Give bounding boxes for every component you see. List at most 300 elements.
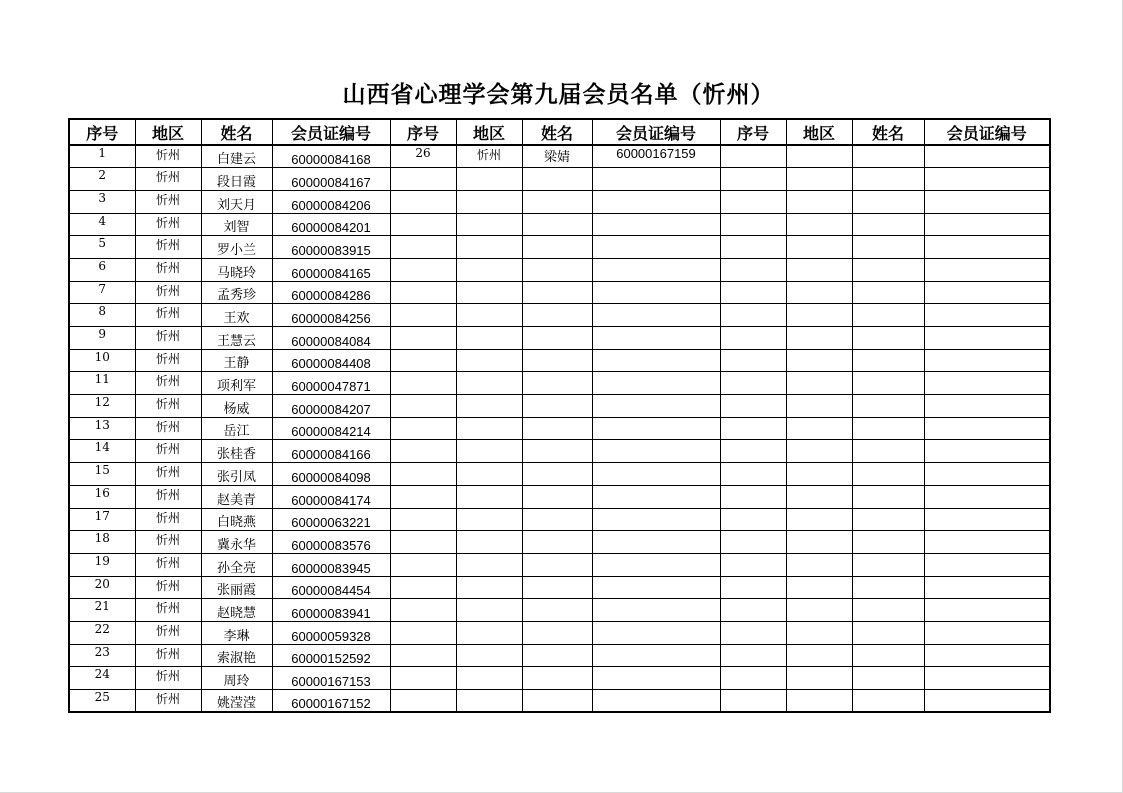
cell-name: 项利军 — [201, 372, 272, 395]
cell-serial — [720, 349, 786, 372]
header-row — [69, 119, 1050, 145]
cell-region — [456, 258, 522, 281]
cell-name — [522, 417, 592, 440]
cell-region: 忻州 — [135, 327, 201, 350]
cell-member-id — [592, 463, 720, 486]
cell-member-id — [924, 531, 1050, 554]
cell-member-id: 60000084408 — [272, 349, 390, 372]
cell-serial — [720, 576, 786, 599]
cell-region — [456, 395, 522, 418]
cell-serial — [390, 508, 456, 531]
cell-serial: 6 — [69, 258, 135, 281]
cell-name — [852, 553, 924, 576]
cell-region — [456, 621, 522, 644]
cell-serial — [720, 667, 786, 690]
cell-member-id: 60000084084 — [272, 327, 390, 350]
cell-member-id: 60000083915 — [272, 236, 390, 259]
cell-serial — [390, 599, 456, 622]
cell-name: 刘天月 — [201, 190, 272, 213]
cell-region — [786, 168, 852, 191]
cell-member-id — [592, 168, 720, 191]
roster-body — [69, 145, 1050, 712]
cell-serial: 18 — [69, 531, 135, 554]
cell-serial — [390, 372, 456, 395]
cell-member-id — [924, 258, 1050, 281]
cell-member-id — [592, 281, 720, 304]
cell-region — [456, 304, 522, 327]
cell-member-id: 60000063221 — [272, 508, 390, 531]
header-region: 地区 — [135, 119, 201, 145]
cell-member-id — [592, 690, 720, 713]
header-serial: 序号 — [390, 119, 456, 145]
cell-serial: 10 — [69, 349, 135, 372]
cell-region — [786, 553, 852, 576]
cell-member-id: 60000084167 — [272, 168, 390, 191]
cell-region — [786, 304, 852, 327]
cell-serial — [390, 258, 456, 281]
cell-name: 姚滢滢 — [201, 690, 272, 713]
cell-member-id — [924, 145, 1050, 168]
cell-member-id — [592, 599, 720, 622]
cell-region — [456, 599, 522, 622]
cell-serial — [720, 485, 786, 508]
cell-serial — [390, 667, 456, 690]
cell-region — [786, 508, 852, 531]
cell-member-id — [924, 281, 1050, 304]
cell-serial — [720, 621, 786, 644]
cell-serial — [390, 690, 456, 713]
cell-serial: 20 — [69, 576, 135, 599]
cell-name — [852, 304, 924, 327]
cell-member-id — [592, 440, 720, 463]
cell-name — [852, 667, 924, 690]
cell-member-id — [592, 190, 720, 213]
cell-member-id: 60000047871 — [272, 372, 390, 395]
cell-region — [786, 667, 852, 690]
cell-name: 孟秀珍 — [201, 281, 272, 304]
cell-serial — [390, 281, 456, 304]
cell-name — [522, 531, 592, 554]
cell-serial — [720, 508, 786, 531]
cell-member-id: 60000084168 — [272, 145, 390, 168]
cell-region: 忻州 — [135, 349, 201, 372]
table-row — [69, 349, 1050, 372]
cell-name: 岳江 — [201, 417, 272, 440]
cell-member-id: 60000083941 — [272, 599, 390, 622]
cell-member-id: 60000167153 — [272, 667, 390, 690]
cell-member-id — [924, 644, 1050, 667]
cell-serial — [390, 304, 456, 327]
cell-member-id: 60000084206 — [272, 190, 390, 213]
cell-name — [852, 236, 924, 259]
table-row — [69, 576, 1050, 599]
cell-serial: 25 — [69, 690, 135, 713]
cell-name — [522, 644, 592, 667]
table-row — [69, 236, 1050, 259]
cell-region — [786, 485, 852, 508]
cell-serial: 4 — [69, 213, 135, 236]
cell-serial — [390, 485, 456, 508]
cell-serial — [390, 190, 456, 213]
cell-region: 忻州 — [135, 667, 201, 690]
cell-region — [786, 281, 852, 304]
cell-member-id — [592, 258, 720, 281]
table-row — [69, 145, 1050, 168]
cell-name: 罗小兰 — [201, 236, 272, 259]
cell-name: 张引凤 — [201, 463, 272, 486]
cell-name — [522, 508, 592, 531]
cell-member-id — [924, 440, 1050, 463]
cell-member-id — [924, 417, 1050, 440]
cell-serial — [390, 531, 456, 554]
cell-region — [786, 190, 852, 213]
cell-name — [852, 145, 924, 168]
cell-member-id — [592, 304, 720, 327]
table-row — [69, 395, 1050, 418]
cell-name: 王慧云 — [201, 327, 272, 350]
table-row — [69, 304, 1050, 327]
cell-region — [786, 145, 852, 168]
cell-member-id — [924, 190, 1050, 213]
table-row — [69, 463, 1050, 486]
cell-region: 忻州 — [135, 258, 201, 281]
cell-name: 梁婧 — [522, 145, 592, 168]
cell-name — [852, 576, 924, 599]
header-member-id: 会员证编号 — [272, 119, 390, 145]
cell-region — [786, 236, 852, 259]
cell-name — [852, 258, 924, 281]
cell-name — [852, 281, 924, 304]
cell-name — [852, 644, 924, 667]
cell-serial — [720, 463, 786, 486]
cell-region — [786, 327, 852, 350]
cell-member-id: 60000084174 — [272, 485, 390, 508]
cell-serial — [390, 168, 456, 191]
table-row — [69, 690, 1050, 713]
cell-serial: 1 — [69, 145, 135, 168]
cell-serial: 22 — [69, 621, 135, 644]
table-row — [69, 599, 1050, 622]
cell-name — [852, 168, 924, 191]
cell-member-id: 60000059328 — [272, 621, 390, 644]
cell-member-id — [592, 553, 720, 576]
cell-serial: 9 — [69, 327, 135, 350]
cell-region: 忻州 — [135, 440, 201, 463]
header-name: 姓名 — [852, 119, 924, 145]
cell-region: 忻州 — [135, 304, 201, 327]
cell-member-id: 60000083576 — [272, 531, 390, 554]
cell-region: 忻州 — [135, 395, 201, 418]
header-region: 地区 — [456, 119, 522, 145]
cell-serial — [720, 190, 786, 213]
cell-name — [852, 508, 924, 531]
cell-serial — [720, 168, 786, 191]
cell-region: 忻州 — [135, 145, 201, 168]
cell-region — [786, 644, 852, 667]
cell-member-id — [924, 395, 1050, 418]
cell-name: 赵美青 — [201, 485, 272, 508]
cell-region — [456, 690, 522, 713]
cell-serial: 16 — [69, 485, 135, 508]
cell-serial — [390, 644, 456, 667]
cell-region — [456, 667, 522, 690]
cell-region — [786, 463, 852, 486]
cell-serial — [720, 213, 786, 236]
cell-name — [852, 531, 924, 554]
table-row — [69, 644, 1050, 667]
header-region: 地区 — [786, 119, 852, 145]
cell-name: 王静 — [201, 349, 272, 372]
cell-member-id — [592, 508, 720, 531]
cell-serial — [720, 145, 786, 168]
cell-member-id — [592, 213, 720, 236]
cell-name — [852, 485, 924, 508]
header-serial: 序号 — [720, 119, 786, 145]
cell-serial — [720, 553, 786, 576]
cell-region — [456, 531, 522, 554]
cell-name — [852, 621, 924, 644]
cell-region — [456, 644, 522, 667]
cell-member-id: 60000084286 — [272, 281, 390, 304]
cell-region — [456, 553, 522, 576]
cell-member-id — [592, 667, 720, 690]
cell-member-id — [924, 463, 1050, 486]
cell-name: 段日霞 — [201, 168, 272, 191]
cell-region — [456, 440, 522, 463]
table-row — [69, 508, 1050, 531]
cell-name — [522, 304, 592, 327]
cell-name — [522, 599, 592, 622]
table-row — [69, 485, 1050, 508]
cell-serial: 3 — [69, 190, 135, 213]
cell-serial — [720, 304, 786, 327]
cell-name — [852, 395, 924, 418]
cell-region: 忻州 — [135, 599, 201, 622]
cell-member-id: 60000152592 — [272, 644, 390, 667]
header-name: 姓名 — [522, 119, 592, 145]
cell-name — [522, 690, 592, 713]
cell-member-id: 60000084214 — [272, 417, 390, 440]
cell-member-id — [924, 168, 1050, 191]
table-row — [69, 190, 1050, 213]
cell-member-id — [924, 349, 1050, 372]
cell-serial — [390, 440, 456, 463]
table-row — [69, 553, 1050, 576]
cell-region — [786, 213, 852, 236]
cell-name — [522, 190, 592, 213]
cell-name — [522, 213, 592, 236]
cell-member-id — [924, 213, 1050, 236]
cell-serial — [390, 395, 456, 418]
cell-serial — [390, 621, 456, 644]
cell-serial — [720, 372, 786, 395]
cell-name — [852, 349, 924, 372]
cell-member-id — [924, 621, 1050, 644]
cell-name — [522, 667, 592, 690]
cell-name — [522, 553, 592, 576]
cell-region — [456, 417, 522, 440]
cell-region — [786, 690, 852, 713]
cell-serial — [720, 258, 786, 281]
cell-region — [456, 485, 522, 508]
cell-name — [852, 440, 924, 463]
cell-name: 孙全亮 — [201, 553, 272, 576]
cell-name — [522, 327, 592, 350]
cell-serial — [720, 236, 786, 259]
cell-serial — [390, 236, 456, 259]
cell-region: 忻州 — [135, 372, 201, 395]
cell-name: 白晓燕 — [201, 508, 272, 531]
header-member-id: 会员证编号 — [592, 119, 720, 145]
cell-name: 周玲 — [201, 667, 272, 690]
cell-name: 王欢 — [201, 304, 272, 327]
cell-member-id — [592, 531, 720, 554]
cell-name: 张桂香 — [201, 440, 272, 463]
cell-region — [786, 349, 852, 372]
cell-serial: 26 — [390, 145, 456, 168]
cell-member-id — [924, 304, 1050, 327]
cell-serial — [720, 327, 786, 350]
cell-region — [456, 281, 522, 304]
cell-region: 忻州 — [456, 145, 522, 168]
cell-region — [456, 168, 522, 191]
cell-serial: 15 — [69, 463, 135, 486]
cell-name — [852, 327, 924, 350]
cell-region: 忻州 — [135, 417, 201, 440]
cell-member-id: 60000167152 — [272, 690, 390, 713]
cell-region — [456, 372, 522, 395]
cell-name: 索淑艳 — [201, 644, 272, 667]
cell-name: 李琳 — [201, 621, 272, 644]
cell-name — [852, 463, 924, 486]
cell-serial: 7 — [69, 281, 135, 304]
cell-member-id: 60000083945 — [272, 553, 390, 576]
cell-member-id: 60000167159 — [592, 145, 720, 168]
table-row — [69, 372, 1050, 395]
cell-member-id — [924, 372, 1050, 395]
cell-name — [522, 372, 592, 395]
cell-region — [786, 440, 852, 463]
cell-region: 忻州 — [135, 236, 201, 259]
cell-member-id — [924, 327, 1050, 350]
cell-serial — [390, 213, 456, 236]
cell-name — [852, 190, 924, 213]
cell-serial — [390, 417, 456, 440]
cell-region — [786, 372, 852, 395]
cell-member-id: 60000084098 — [272, 463, 390, 486]
cell-serial: 14 — [69, 440, 135, 463]
cell-name — [522, 621, 592, 644]
table-row — [69, 213, 1050, 236]
cell-member-id: 60000084201 — [272, 213, 390, 236]
cell-region — [786, 621, 852, 644]
table-row — [69, 667, 1050, 690]
cell-member-id — [592, 576, 720, 599]
cell-region: 忻州 — [135, 553, 201, 576]
header-serial: 序号 — [69, 119, 135, 145]
cell-member-id — [592, 644, 720, 667]
cell-region: 忻州 — [135, 621, 201, 644]
cell-region: 忻州 — [135, 281, 201, 304]
cell-serial: 19 — [69, 553, 135, 576]
cell-region: 忻州 — [135, 168, 201, 191]
header-name: 姓名 — [201, 119, 272, 145]
cell-region — [786, 531, 852, 554]
cell-member-id — [592, 417, 720, 440]
cell-name: 冀永华 — [201, 531, 272, 554]
member-roster-table — [68, 118, 1051, 713]
cell-name — [522, 281, 592, 304]
cell-name: 刘智 — [201, 213, 272, 236]
cell-region — [456, 508, 522, 531]
cell-region — [786, 599, 852, 622]
cell-serial — [720, 599, 786, 622]
table-row — [69, 327, 1050, 350]
cell-member-id — [924, 553, 1050, 576]
cell-name — [852, 417, 924, 440]
table-row — [69, 417, 1050, 440]
cell-region: 忻州 — [135, 576, 201, 599]
cell-serial — [390, 553, 456, 576]
cell-region: 忻州 — [135, 508, 201, 531]
cell-serial: 5 — [69, 236, 135, 259]
cell-name — [522, 576, 592, 599]
cell-name — [852, 599, 924, 622]
cell-region: 忻州 — [135, 531, 201, 554]
cell-region: 忻州 — [135, 690, 201, 713]
cell-region — [456, 349, 522, 372]
cell-region: 忻州 — [135, 213, 201, 236]
cell-member-id — [924, 690, 1050, 713]
header-member-id: 会员证编号 — [924, 119, 1050, 145]
cell-name — [522, 258, 592, 281]
cell-name — [522, 236, 592, 259]
cell-name — [522, 395, 592, 418]
cell-name — [522, 440, 592, 463]
table-row — [69, 281, 1050, 304]
cell-member-id: 60000084207 — [272, 395, 390, 418]
cell-member-id — [592, 395, 720, 418]
cell-serial — [390, 349, 456, 372]
cell-region — [456, 463, 522, 486]
cell-serial — [720, 417, 786, 440]
cell-region — [786, 417, 852, 440]
cell-member-id: 60000084165 — [272, 258, 390, 281]
cell-member-id: 60000084454 — [272, 576, 390, 599]
cell-member-id — [924, 667, 1050, 690]
cell-name: 张丽霞 — [201, 576, 272, 599]
cell-serial — [390, 327, 456, 350]
table-row — [69, 440, 1050, 463]
cell-region — [456, 576, 522, 599]
cell-serial: 23 — [69, 644, 135, 667]
cell-name — [852, 690, 924, 713]
table-row — [69, 258, 1050, 281]
cell-serial: 24 — [69, 667, 135, 690]
cell-region: 忻州 — [135, 485, 201, 508]
cell-serial: 12 — [69, 395, 135, 418]
document-title: 山西省心理学会第九届会员名单（忻州） — [342, 81, 775, 108]
cell-serial — [720, 644, 786, 667]
cell-member-id — [592, 349, 720, 372]
cell-serial — [720, 440, 786, 463]
cell-member-id — [592, 236, 720, 259]
cell-region — [456, 327, 522, 350]
table-row — [69, 168, 1050, 191]
cell-name — [852, 372, 924, 395]
cell-region — [456, 190, 522, 213]
cell-region — [786, 395, 852, 418]
